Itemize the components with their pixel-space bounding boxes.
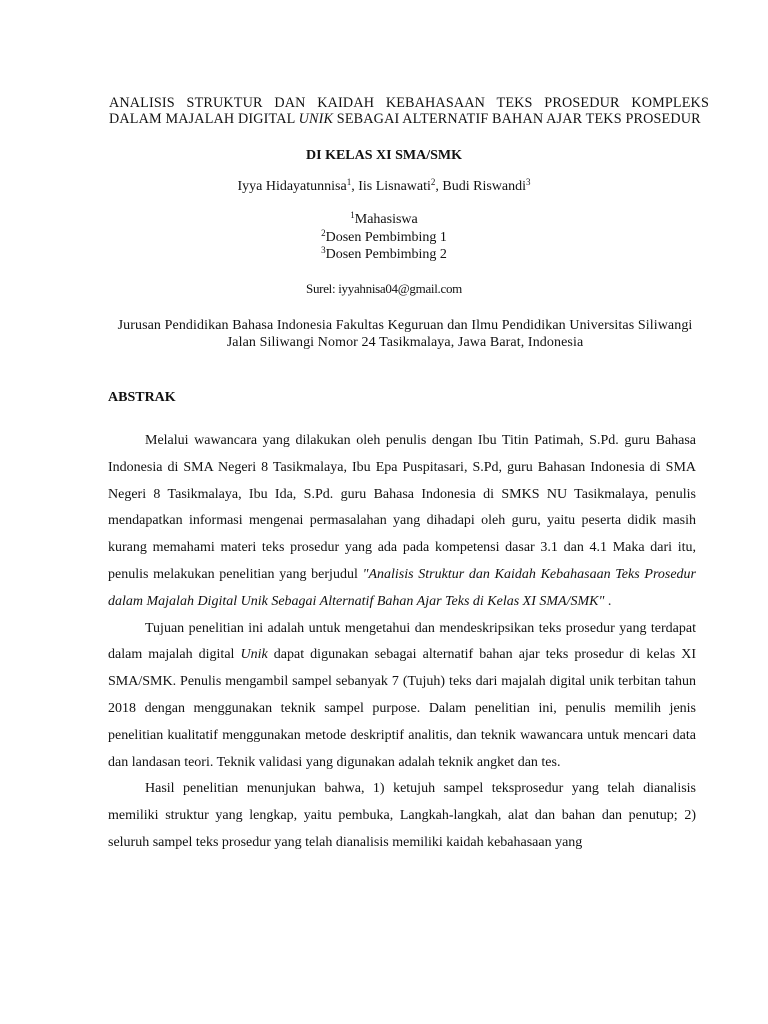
paragraph-text: Melalui wawancara yang dilakukan oleh penulis dengan Ibu Titin Patimah, S.Pd. guru Bahasa Indonesia di SMA Negeri 8 Tasikmalaya, Ibu Epa Puspitasari, S.Pd, guru Bahasan Indonesia di SMA Negeri 8 Tasikmalaya, Ibu Ida, S.Pd. guru Bahasa Indonesia di SMKS NU Tasikmalaya, penulis mendapatkan informasi mengenai permasalahan yang dihadapi oleh guru, yaitu peserta didik masih kurang memahami materi teks prosedur yang ada pada kompetensi dasar 3.1 dan 4.1 Maka dari itu, penulis melakukan penelitian yang berjudul — [108, 433, 696, 582]
role-label: Dosen Pembimbing 1 — [325, 229, 447, 245]
paragraph-text: Hasil penelitian menunjukan bahwa, 1) ketujuh sampel teksprosedur yang telah dianalisis memiliki struktur yang lengkap, yaitu pembuka, Langkah-langkah, alat dan bahan dan penutup; 2) seluruh sampel teks prosedur yang telah dianalisis memiliki kaidah kebahasaan yang — [108, 781, 696, 850]
paragraph-text: dapat digunakan sebagai alternatif bahan ajar teks prosedur di kelas XI SMA/SMK. Penulis mengambil sampel sebanyak 7 (Tujuh) teks dari majalah digital unik terbitan tahun 2018 dengan menggunakan teknik sampel purpose. Dalam penelitian ini, penulis memilih jenis penelitian kualitatif menggunakan metode deskriptif analitis, dan teknik wawancara untuk mencari data dan landasan teori. Teknik validasi yang digunakan adalah teknik angket dan tes. — [108, 647, 696, 770]
title-italic-unik: UNIK — [298, 111, 334, 128]
affiliation-line-2: Jalan Siliwangi Nomor 24 Tasikmalaya, Jawa Barat, Indonesia — [226, 334, 584, 350]
author-email: Surel: iyyahnisa04@gmail.com — [306, 281, 462, 296]
abstract-paragraph-2 — [108, 616, 696, 777]
abstract-paragraph-3 — [108, 776, 696, 856]
author-mark: 2 — [430, 177, 436, 187]
role-line — [0, 229, 768, 247]
role-mark: 1 — [350, 210, 355, 220]
author-separator: , — [351, 179, 359, 194]
role-mark: 3 — [321, 245, 326, 255]
abstract-body — [108, 428, 696, 857]
author-name: Iis Lisnawati — [358, 179, 431, 194]
author-mark: 1 — [346, 177, 352, 187]
abstract-paragraph-1 — [108, 428, 696, 616]
abstract-heading: ABSTRAK — [108, 390, 176, 405]
role-line — [0, 211, 768, 229]
author-name: Iyya Hidayatunnisa — [237, 179, 347, 194]
author-name: Budi Riswandi — [442, 179, 527, 194]
author-roles — [0, 211, 768, 264]
author-mark: 3 — [526, 177, 531, 187]
author-list — [0, 179, 768, 195]
paragraph-text: . — [604, 593, 612, 609]
author-separator: , — [435, 179, 443, 194]
affiliation — [105, 318, 705, 351]
paper-title — [109, 95, 709, 127]
role-label: Dosen Pembimbing 2 — [325, 247, 447, 262]
research-title-italic: "Analisis Struktur dan Kaidah Kebahasaan Teks Prosedur dalam Majalah Digital Unik Sebagai Alternatif Bahan Ajar Teks di Kelas XI SMA/SMK" — [108, 566, 696, 609]
affiliation-line-1: Jurusan Pendidikan Bahasa Indonesia Fakultas Keguruan dan Ilmu Pendidikan Universitas Siliwangi — [117, 318, 693, 333]
paragraph-text: Tujuan penelitian ini adalah untuk mengetahui dan mendeskripsikan teks prosedur yang terdapat dalam majalah digital — [108, 620, 696, 663]
paper-subtitle: DI KELAS XI SMA/SMK — [306, 148, 462, 163]
magazine-name-italic: Unik — [240, 647, 268, 663]
title-text-1: ANALISIS STRUKTUR DAN KAIDAH KEBAHASAAN TEKS PROSEDUR KOMPLEKS DALAM MAJALAH DIGITAL — [109, 95, 709, 128]
title-text-2: SEBAGAI ALTERNATIF BAHAN AJAR TEKS PROSEDUR — [333, 111, 701, 128]
role-mark: 2 — [321, 227, 326, 238]
role-label: Mahasiswa — [354, 212, 418, 227]
role-line — [0, 246, 768, 264]
